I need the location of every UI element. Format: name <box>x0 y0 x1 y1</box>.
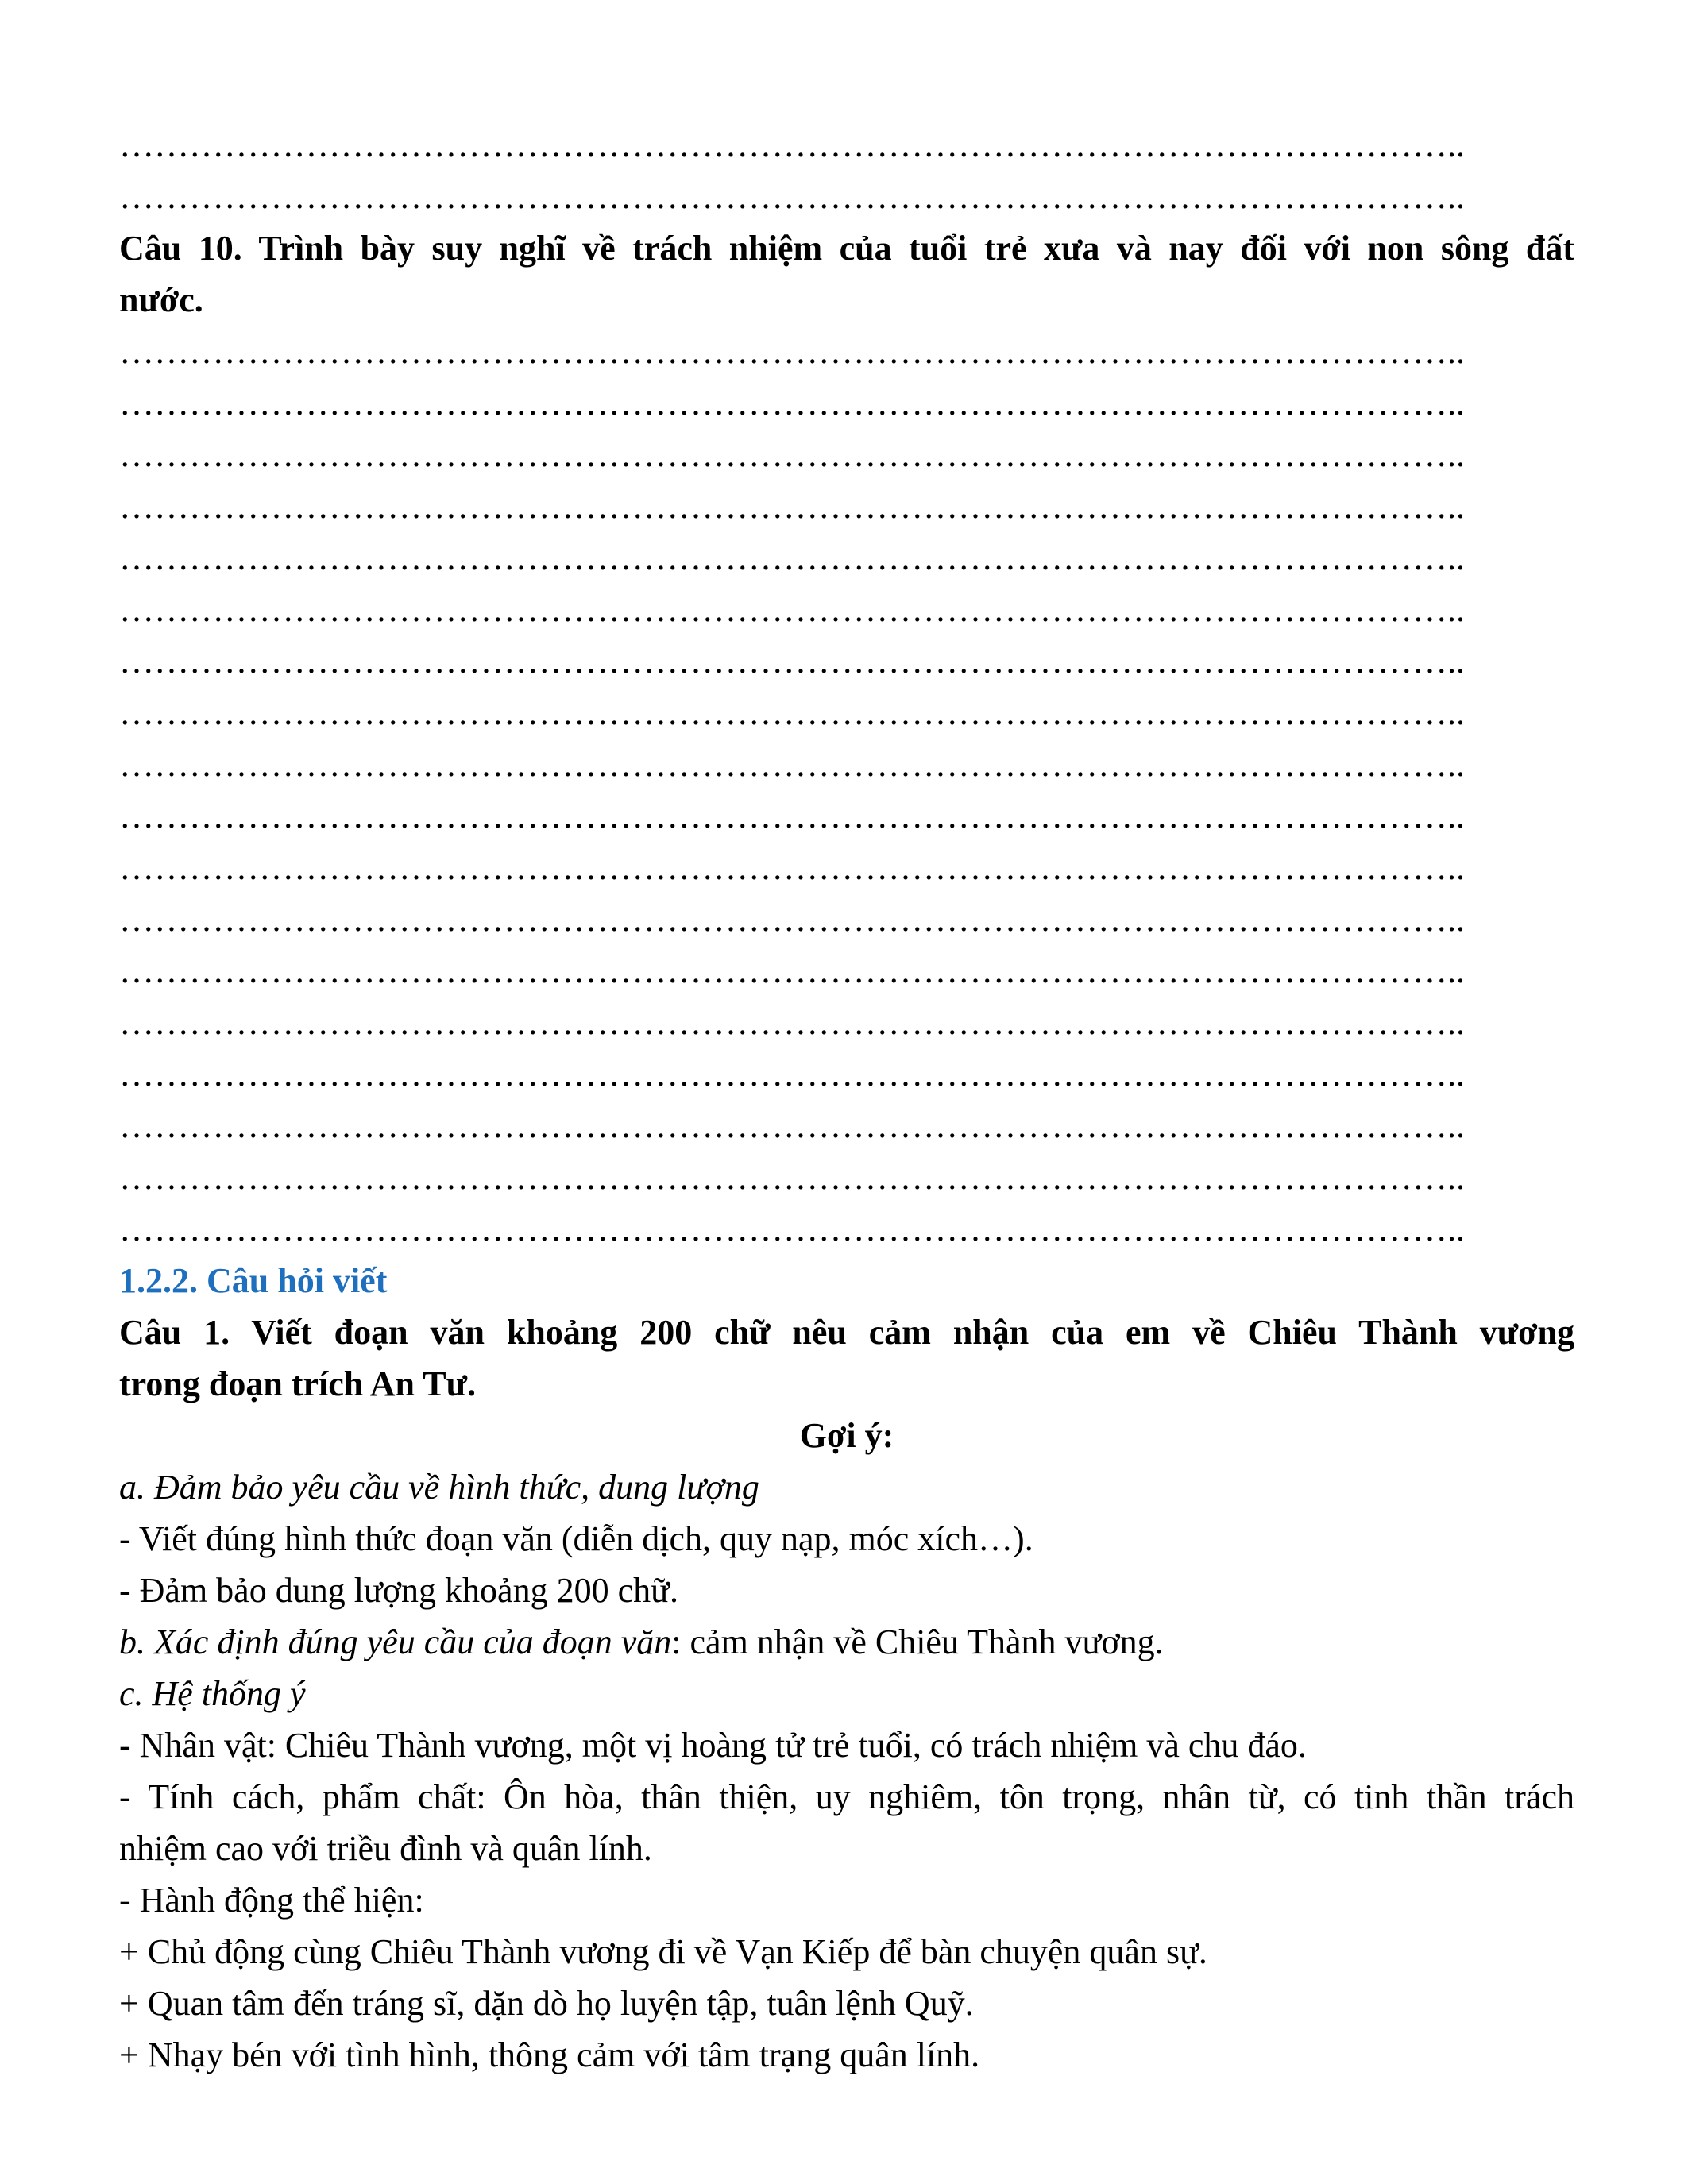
answer-line: …………………………………………………………………………………………………….. <box>119 332 1465 371</box>
hint-c-heading: c. Hệ thống ý <box>119 1674 306 1713</box>
answer-line: …………………………………………………………………………………………………….. <box>119 177 1465 216</box>
answer-line: …………………………………………………………………………………………………….. <box>119 1003 1465 1042</box>
hint-c-sub-1: + Chủ động cùng Chiêu Thành vương đi về Vạn Kiếp để bàn chuyện quân sự. <box>119 1932 1207 1971</box>
hint-c-sub-3: + Nhạy bén với tình hình, thông cảm với tâm trạng quân lính. <box>119 2035 980 2074</box>
question-1-line-2: trong đoạn trích An Tư. <box>119 1364 476 1403</box>
answer-line: …………………………………………………………………………………………………….. <box>119 435 1465 474</box>
question-10-line-2: nước. <box>119 280 203 319</box>
question-1 <box>119 1306 1574 1410</box>
hint-title: Gợi ý: <box>799 1416 894 1455</box>
answer-line: …………………………………………………………………………………………………….. <box>119 693 1465 732</box>
answer-line: …………………………………………………………………………………………………….. <box>119 538 1465 577</box>
answer-line: …………………………………………………………………………………………………….. <box>119 1106 1465 1145</box>
hint-a-heading: a. Đảm bảo yêu cầu về hình thức, dung lượng <box>119 1468 759 1507</box>
answer-lines-q10 <box>119 326 1574 1255</box>
hint-c-item-3: - Hành động thể hiện: <box>119 1881 424 1920</box>
answer-line: …………………………………………………………………………………………………….. <box>119 1055 1465 1094</box>
answer-line: …………………………………………………………………………………………………….. <box>119 1210 1465 1248</box>
answer-line: …………………………………………………………………………………………………….. <box>119 125 1465 164</box>
answer-line: …………………………………………………………………………………………………….. <box>119 900 1465 939</box>
hint-block <box>119 1410 1574 2081</box>
hint-b-rest: : cảm nhận về Chiêu Thành vương. <box>671 1623 1164 1661</box>
answer-line: …………………………………………………………………………………………………….. <box>119 797 1465 835</box>
answer-line: …………………………………………………………………………………………………….. <box>119 1158 1465 1197</box>
hint-c-item-2-line-1: - Tính cách, phẩm chất: Ôn hòa, thân thiện, uy nghiêm, tôn trọng, nhân từ, có tinh thần trách <box>119 1777 1574 1816</box>
answer-line: …………………………………………………………………………………………………….. <box>119 745 1465 784</box>
answer-lines-top <box>119 119 1574 222</box>
question-10 <box>119 222 1574 326</box>
hint-c-item-1: - Nhân vật: Chiêu Thành vương, một vị hoàng tử trẻ tuổi, có trách nhiệm và chu đáo. <box>119 1726 1307 1765</box>
answer-line: …………………………………………………………………………………………………….. <box>119 642 1465 681</box>
hint-b-heading: b. Xác định đúng yêu cầu của đoạn văn <box>119 1623 672 1661</box>
question-10-line-1: Câu 10. Trình bày suy nghĩ về trách nhiệm của tuổi trẻ xưa và nay đối với non sông đất <box>119 229 1574 268</box>
section-heading: 1.2.2. Câu hỏi viết <box>119 1261 388 1300</box>
hint-a-item-1: - Viết đúng hình thức đoạn văn (diễn dịch, quy nạp, móc xích…). <box>119 1519 1033 1558</box>
answer-line: …………………………………………………………………………………………………….. <box>119 951 1465 990</box>
hint-c-item-2-line-2: nhiệm cao với triều đình và quân lính. <box>119 1829 652 1868</box>
answer-line: …………………………………………………………………………………………………….. <box>119 590 1465 629</box>
hint-b-line <box>119 1616 1574 1668</box>
page-content <box>119 119 1574 2081</box>
question-1-line-1: Câu 1. Viết đoạn văn khoảng 200 chữ nêu cảm nhận của em về Chiêu Thành vương <box>119 1313 1574 1352</box>
hint-c-sub-2: + Quan tâm đến tráng sĩ, dặn dò họ luyện tập, tuân lệnh Quỹ. <box>119 1984 974 2023</box>
answer-line: …………………………………………………………………………………………………….. <box>119 384 1465 423</box>
hint-a-item-2: - Đảm bảo dung lượng khoảng 200 chữ. <box>119 1571 678 1610</box>
answer-line: …………………………………………………………………………………………………….. <box>119 487 1465 526</box>
answer-line: …………………………………………………………………………………………………….. <box>119 848 1465 887</box>
